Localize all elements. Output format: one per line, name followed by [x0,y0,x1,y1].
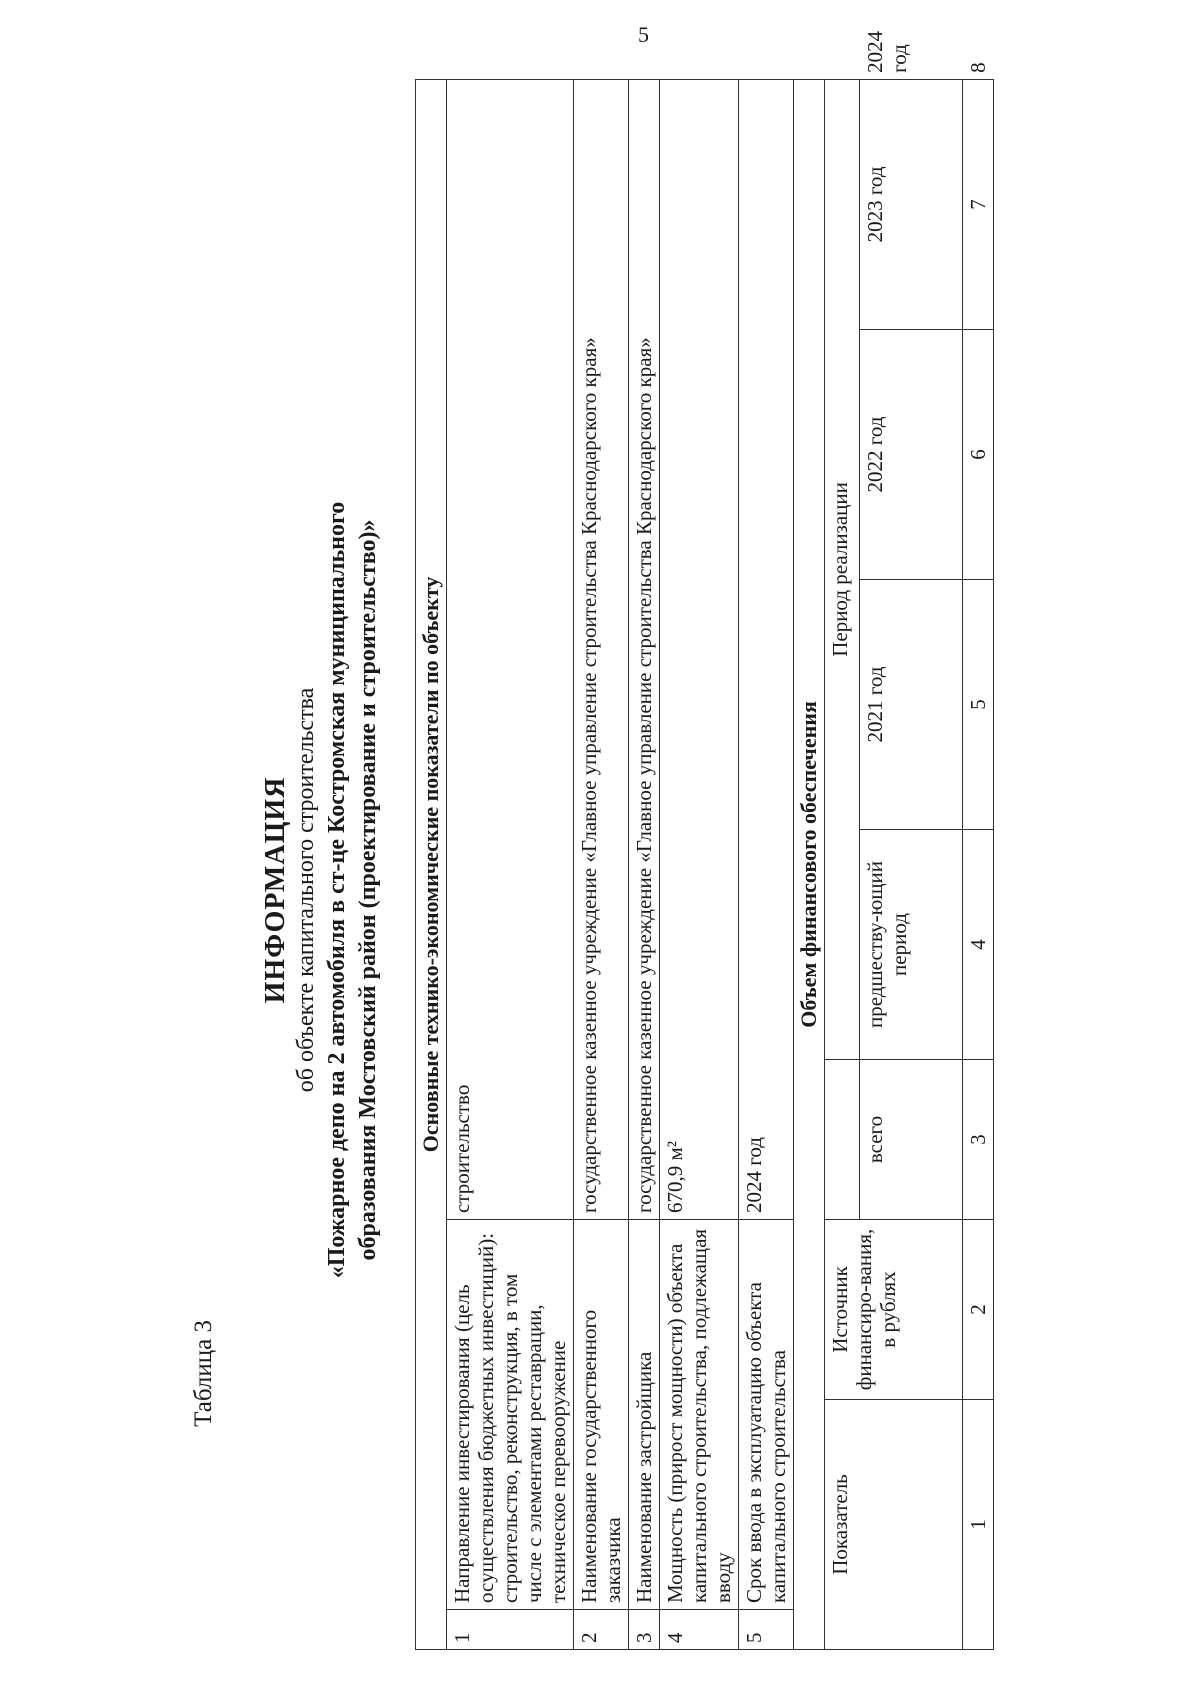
header-period: Период реализации [825,79,860,1059]
header-2023: 2023 год [860,79,963,329]
row-number: 5 [739,1610,794,1650]
heading-object-name-line1: «Пожарное депо на 2 автомобиля в ст-це Костромская муниципального [324,501,350,1279]
header-previous: предшеству-ющий период [860,830,963,1060]
heading-subtitle: об объекте капитального строительства [293,687,319,1093]
col-number: 3 [963,1060,994,1220]
row-value: 670,9 м² [660,79,739,1219]
header-total: всего [860,1060,963,1220]
col-number: 6 [963,330,994,580]
table-label: Таблица 3 [190,1320,217,1427]
col-number: 4 [963,830,994,1060]
header-2021: 2021 год [860,580,963,830]
header-blank [825,1060,860,1220]
table-row [739,79,794,1649]
rotated-page [160,30,1140,1700]
row-value: строительство [447,79,574,1219]
section-title-finance: Объем финансового обеспечения [794,79,825,1649]
heading-title: ИНФОРМАЦИЯ [260,776,291,1004]
info-table [415,30,994,1650]
finance-header-row [825,79,860,1649]
section-row-indicators [416,79,447,1649]
row-label: Наименование государственного заказчика [574,1220,629,1610]
col-number: 7 [963,79,994,329]
page-number: 5 [638,22,649,47]
document-heading [260,100,384,1680]
row-number: 3 [629,1610,660,1650]
header-indicator: Показатель [825,1400,963,1650]
section-title-indicators: Основные технико-экономические показатели по объекту [416,79,447,1649]
row-value: государственное казенное учреждение «Главное управление строительства Краснодарского края» [629,79,660,1219]
table-row [447,79,574,1649]
column-numbers-row: 1 2 3 4 5 6 7 8 [963,79,994,1649]
row-label: Мощность (прирост мощности) объекта капитального строительства, подлежащая вводу [660,1220,739,1610]
heading-object-name-line2: образования Мостовский район (проектирование и строительство)» [355,519,381,1261]
col-number: 1 [963,1400,994,1650]
section-row-finance [794,79,825,1649]
row-number: 1 [447,1610,574,1650]
row-label: Направление инвестирования (цель осуществления бюджетных инвестиций): строительство, реконструкция, в том числе с элементами реставрации, техническое перевооружение [447,1220,574,1610]
row-label: Срок ввода в эксплуатацию объекта капитального строительства [739,1220,794,1610]
header-source: Источник финансиро-вания, в рублях [825,1220,963,1400]
table-row [574,79,629,1649]
col-number: 5 [963,580,994,830]
table-row [629,79,660,1649]
row-value: государственное казенное учреждение «Главное управление строительства Краснодарского края» [574,79,629,1219]
row-number: 4 [660,1610,739,1650]
col-number: 2 [963,1220,994,1400]
row-label: Наименование застройщика [629,1220,660,1610]
row-value: 2024 год [739,79,794,1219]
row-number: 2 [574,1610,629,1650]
finance-subheader-row: всего предшеству-ющий период 2021 год 2022 год 2023 год 2024 год [860,79,963,1649]
table-row [660,79,739,1649]
header-2022: 2022 год [860,330,963,580]
